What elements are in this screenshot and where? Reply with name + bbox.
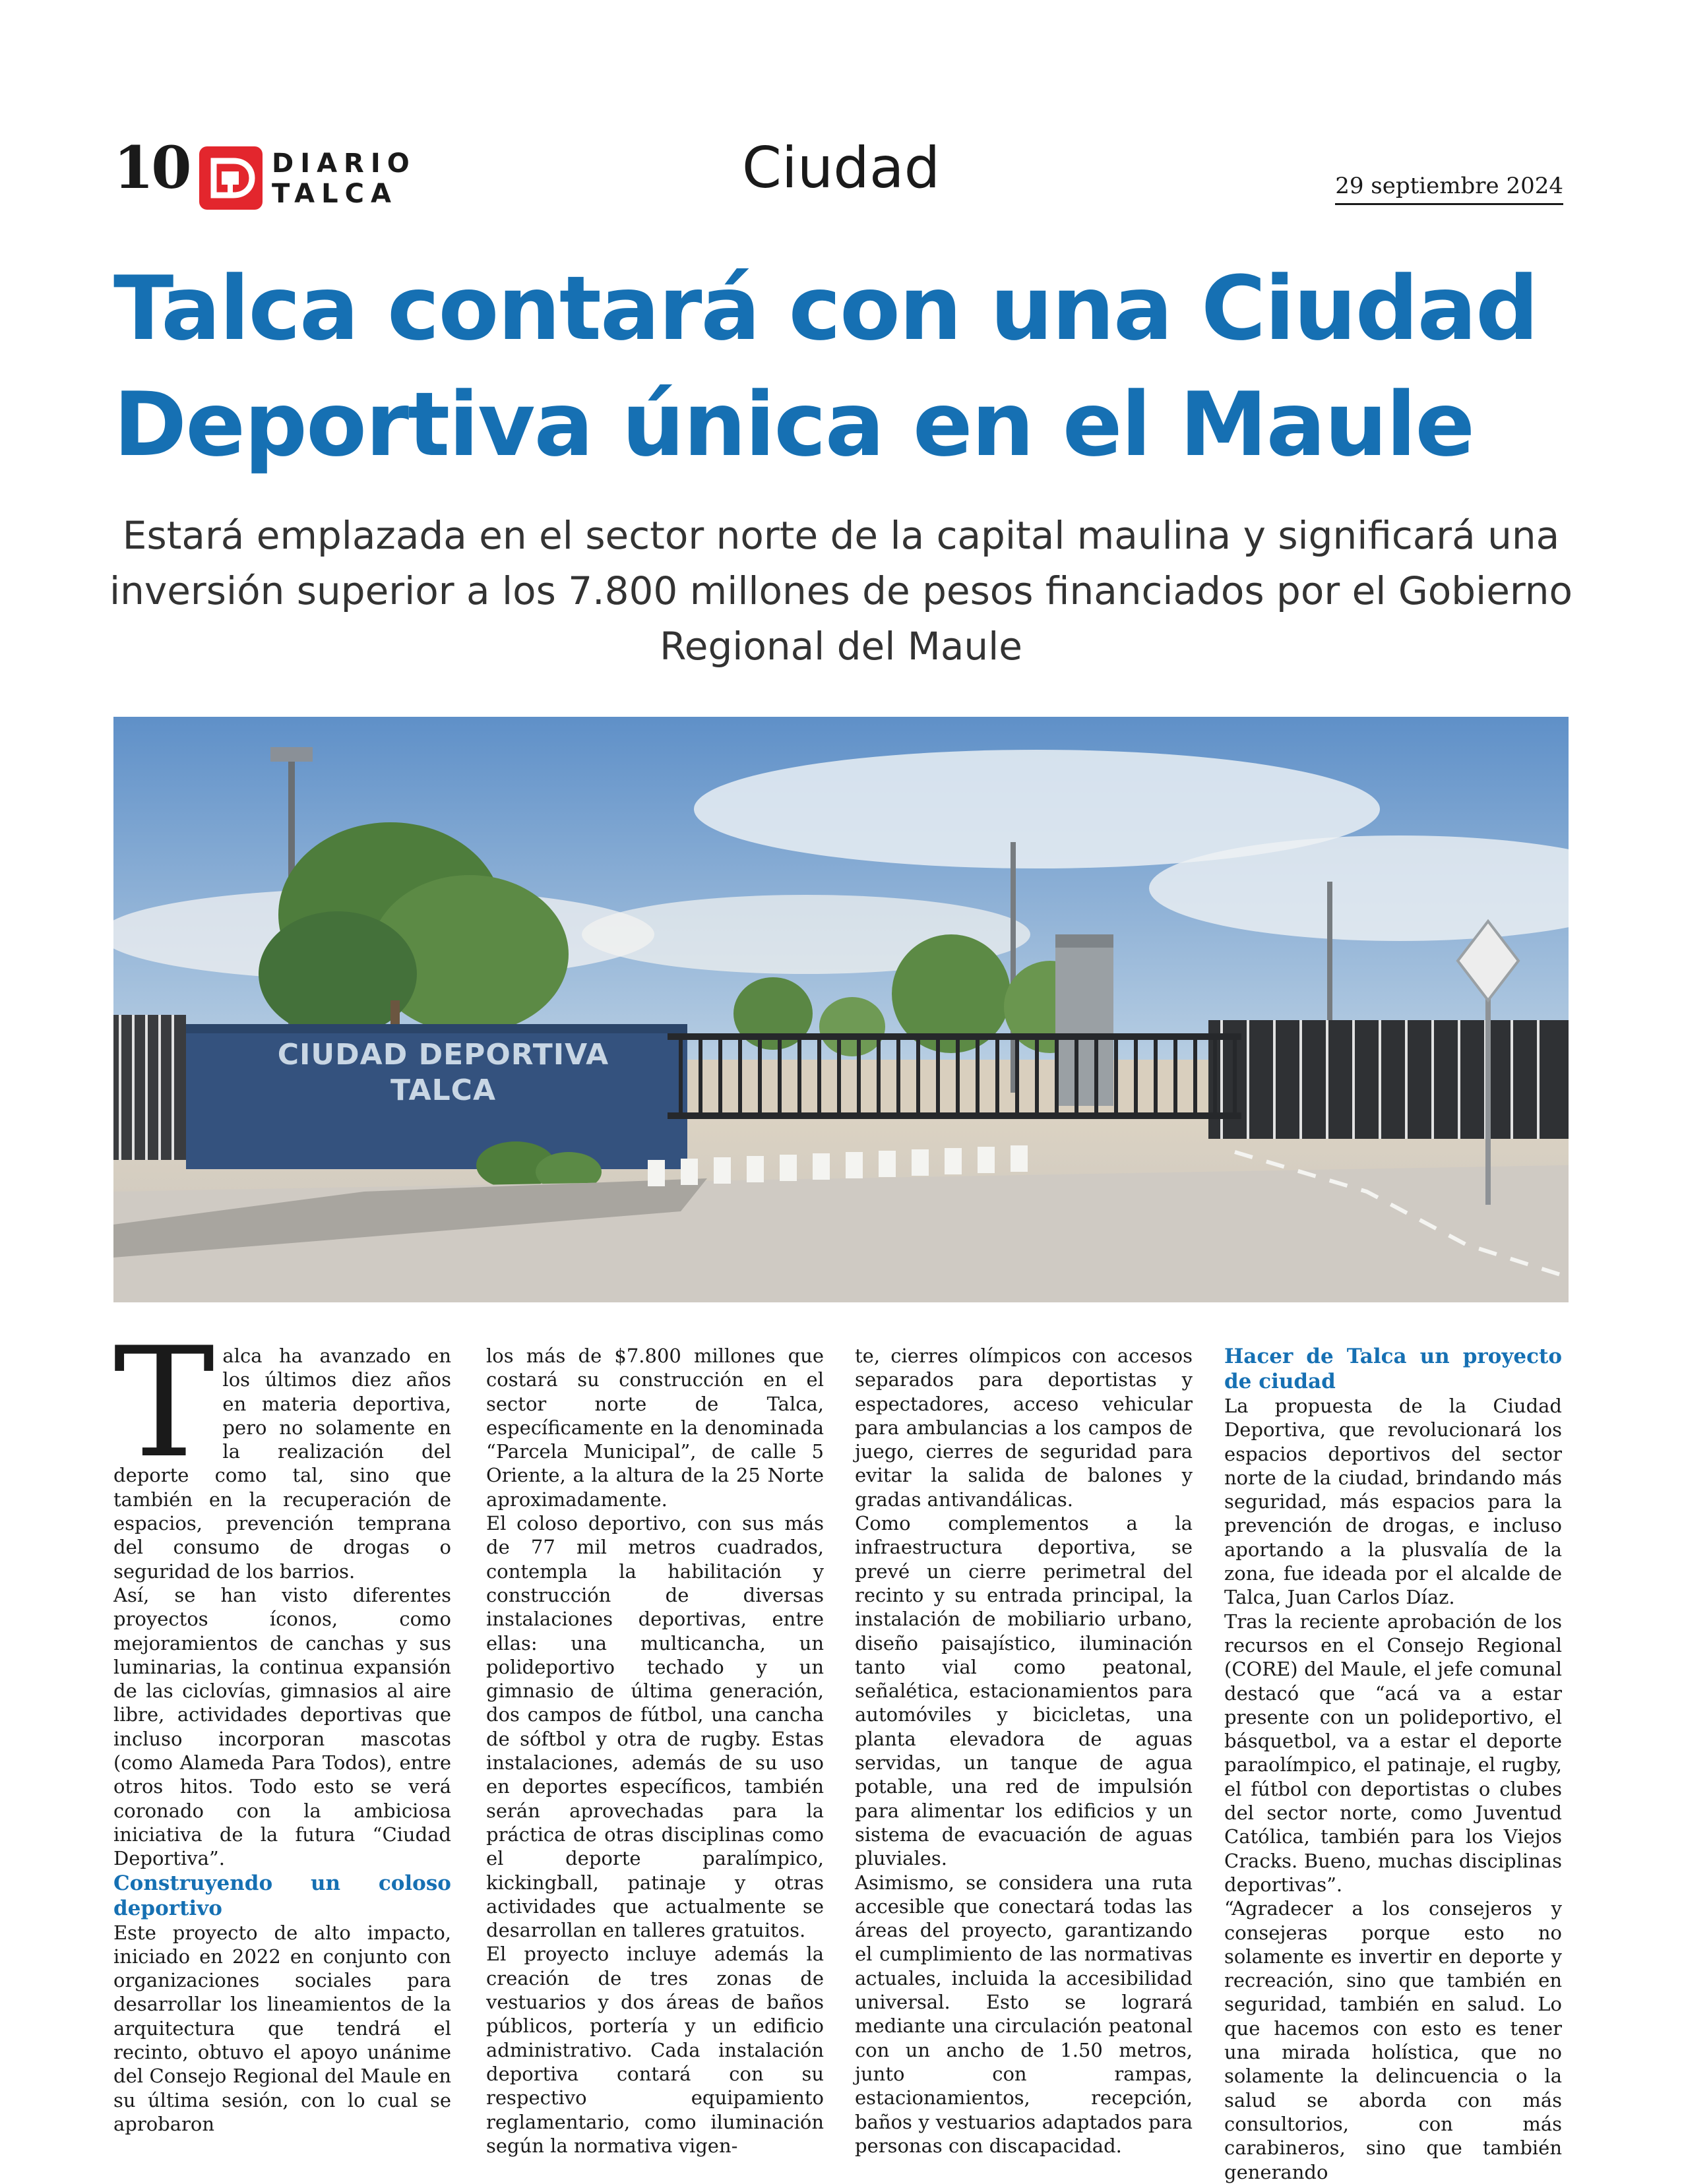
paragraph: El coloso deportivo, con sus más de 77 mil metros cuadrados, contempla la habilitación y construcción de diversas instalaciones deportivas, entre ellas: una multicancha, un polideportivo techado y un gimnasio de última generación, dos campos de fútbol, una cancha de sóftbol y otra de rugby. Estas instalaciones, además de su uso en deportes específicos, también serán aprovechadas para la práctica de otras disciplinas como el deporte paralímpico, kickingball, patinaje y otras actividades que actualmente se desarrollan en talleres gratuitos. (486, 1512, 824, 1942)
article-photo (113, 717, 1569, 1302)
paragraph: Como complementos a la infraestructura deportiva, se prevé un cierre perimetral del recinto y su entrada principal, la instalación de mobiliario urbano, diseño paisajístico, iluminación tanto vial como peatonal, señalética, estacionamientos para automóviles y bicicletas, una planta elevadora de aguas servidas, un tanque de agua potable, una red de impulsión para alimentar los edificios y un sistema de evacuación de aguas pluviales. (855, 1512, 1193, 1870)
paragraph: Este proyecto de alto impacto, iniciado en 2022 en conjunto con organizaciones sociales para desarrollar los lineamientos de la arquitectura que tendrá el recinto, obtuvo el apoyo unánime del Consejo Regional del Maule en su última sesión, con lo cual se aprobaron (113, 1921, 451, 2135)
subheading: Hacer de Talca un proyecto de ciudad (1224, 1345, 1562, 1393)
issue-date: 29 septiembre 2024 (1335, 173, 1563, 205)
headline: Talca contará con una Ciudad Deportiva única en el Maule (113, 257, 1538, 476)
paragraph: los más de $7.800 millones que costará su construcción en el sector norte de Talca, específicamente en la denominada “Parcela Municipal”, de calle 5 Oriente, a la altura de la 25 Norte aproximadamente. (486, 1345, 824, 1511)
paragraph: Asimismo, se considera una ruta accesible que conectará todas las áreas del proyecto, garantizando el cumplimiento de las normativas actuales, incluida la accesibilidad universal. Esto se logrará mediante una circulación peatonal con un ancho de 1.50 metros, junto con rampas, estacionamientos, recepción, baños y vestuarios adaptados para personas con discapacidad. (855, 1871, 1193, 2157)
photo-sign-line-1: CIUDAD DEPORTIVA (277, 1038, 609, 1072)
column-1 (113, 1316, 451, 2136)
paragraph: Tras la reciente aprobación de los recursos en el Consejo Regional (CORE) del Maule, el jefe comunal destacó que “acá va a estar presente con un polideportivo, el básquetbol, va a estar el deporte paraolímpico, el patinaje, el rugby, el fútbol con deportistas o clubes del sector norte, como Juventud Católica, también para los Viejos Cracks. Bueno, muchas disciplinas deportivas”. (1224, 1610, 1562, 1896)
paragraph: “Agradecer a los consejeros y consejeras porque esto no solamente es invertir en deporte y recreación, sino que también en seguridad, también en salud. Lo que hacemos con esto es tener una mirada holística, que no solamente la delincuencia o la salud se aborda con más consultorios, con más carabineros, sino que también generando (1224, 1897, 1562, 2183)
photo-sign-text (199, 1037, 687, 1108)
paragraph: Así, se han visto diferentes proyectos íconos, como mejoramientos de canchas y sus luminarias, la continua expansión de las ciclovías, gimnasios al aire libre, actividades deportivas que incluso incorporan mascotas (como Alameda Para Todos), entre otros hitos. Todo esto se verá coronado con la ambiciosa iniciativa de la futura “Ciudad Deportiva”. (113, 1583, 451, 1870)
logo-word-diario: DIARIO (272, 148, 416, 179)
column-4 (1224, 1344, 1562, 2184)
paragraph: alca ha avanzado en los últimos diez años en materia deportiva, pero no solamente en la realización del deporte como tal, sino que también en la recuperación de espacios, prevención temprana del consumo de drogas o seguridad de los barrios. (113, 1345, 451, 1583)
article-body (113, 1316, 1569, 2183)
section-title: Ciudad (741, 135, 941, 201)
column-2 (486, 1344, 824, 2158)
page-header (0, 0, 1682, 218)
paragraph: te, cierres olímpicos con accesos separados para deportistas y espectadores, acceso vehicular para ambulancias a los campos de juego, cierres de seguridad para evitar la salida de balones y gradas antivandálicas. (855, 1345, 1193, 1511)
dropcap: T (113, 1316, 215, 1492)
paragraph: El proyecto incluye además la creación de tres zonas de vestuarios y dos áreas de baños públicos, portería y un edificio administrativo. Cada instalación deportiva contará con su respectivo equipamiento reglamentario, como iluminación según la normativa vigen- (486, 1943, 824, 2157)
column-3 (855, 1344, 1193, 2158)
subheading: Construyendo un coloso deportivo (113, 1871, 451, 1920)
photo-sign-line-2: TALCA (390, 1074, 497, 1107)
logo-word-talca: TALCA (272, 179, 398, 209)
paragraph: La propuesta de la Ciudad Deportiva, que revolucionará los espacios deportivos del sector norte de la ciudad, brindando más seguridad, más espacios para la prevención de drogas, e incluso aportando a la plusvalía de la zona, fue ideada por el alcalde de Talca, Juan Carlos Díaz. (1224, 1395, 1562, 1609)
page-number: 10 (113, 133, 189, 202)
subhead: Estará emplazada en el sector norte de la capital maulina y significará una inversión superior a los 7.800 millones de pesos financiados por el Gobierno Regional del Maule (109, 513, 1573, 669)
